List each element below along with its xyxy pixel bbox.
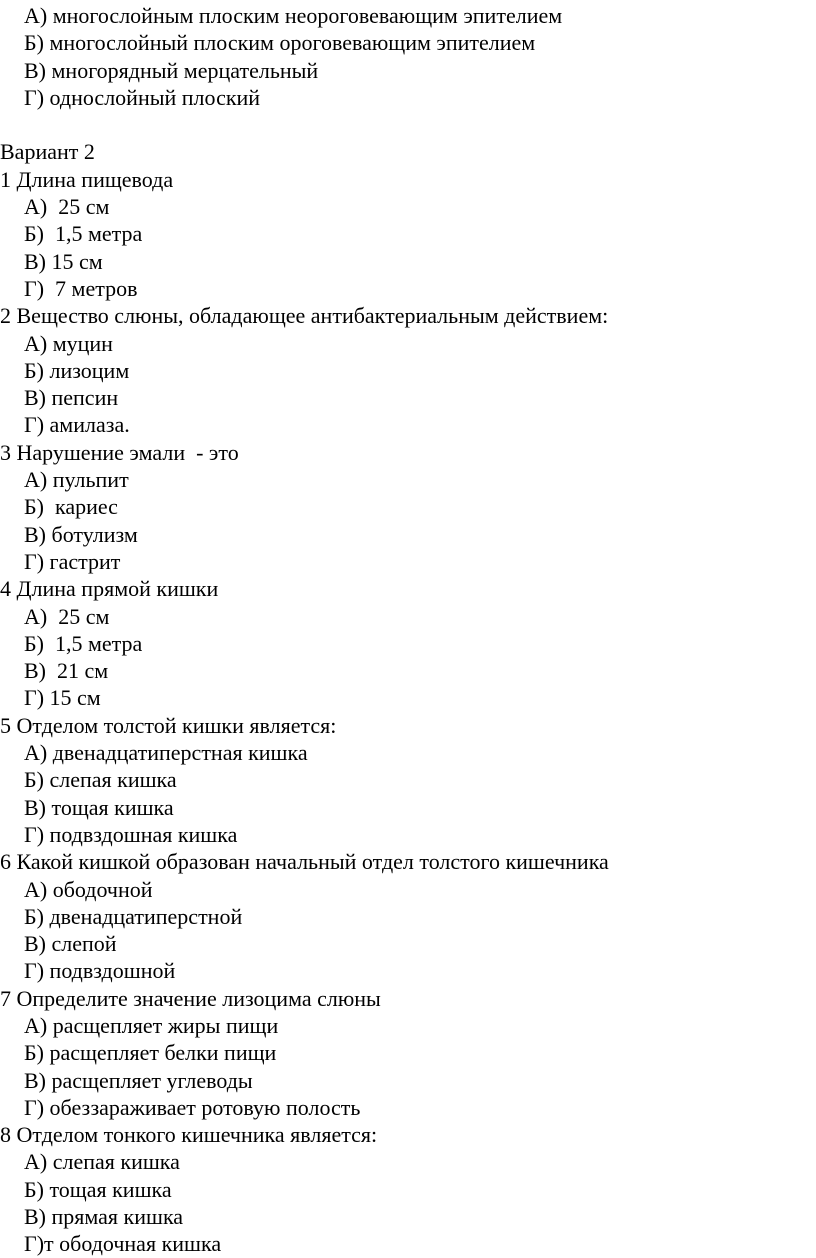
question-text: 4 Длина прямой кишки: [0, 576, 219, 602]
answer-option: Г) подвздошной: [24, 958, 176, 984]
question-1: [0, 166, 816, 302]
answer-option: В) пепсин: [24, 385, 119, 411]
question-6: [0, 848, 816, 984]
answer-option: В) расщепляет углеводы: [24, 1067, 253, 1093]
answer-option: А) ободочной: [24, 876, 153, 902]
answer-option: А) слепая кишка: [24, 1149, 180, 1175]
answer-option: В) 21 см: [24, 658, 109, 684]
answer-option: Г) гастрит: [24, 548, 121, 574]
question-text: 3 Нарушение эмали - это: [0, 439, 239, 465]
previous-question-options: [0, 2, 816, 111]
document-page: [0, 2, 816, 1258]
answer-option: А) многослойным плоским неороговевающим эпителием: [24, 3, 563, 28]
answer-option: Б) кариес: [24, 494, 118, 520]
answer-option: Б) тощая кишка: [24, 1176, 172, 1202]
answer-option: В) тощая кишка: [24, 794, 174, 820]
answer-option: Г) подвздошная кишка: [24, 821, 238, 847]
question-3: [0, 439, 816, 575]
answer-option: А) двенадцатиперстная кишка: [24, 740, 308, 766]
answer-option: В) ботулизм: [24, 521, 138, 547]
question-4: [0, 575, 816, 711]
variant-title: Вариант 2: [0, 139, 95, 165]
answer-option: Б) лизоцим: [24, 357, 130, 383]
answer-option: В) 15 см: [24, 248, 103, 274]
answer-option: Г) амилаза.: [24, 412, 130, 438]
answer-option: А) расщепляет жиры пищи: [24, 1012, 279, 1038]
question-text: 2 Вещество слюны, обладающее антибактериальным действием:: [0, 303, 609, 329]
answer-option: В) многорядный мерцательный: [24, 57, 319, 83]
answer-option: Г) 15 см: [24, 685, 101, 711]
question-text: 7 Определите значение лизоцима слюны: [0, 985, 381, 1011]
answer-option: А) 25 см: [24, 603, 110, 629]
question-text: 5 Отделом толстой кишки является:: [0, 712, 337, 738]
answer-option: Б) 1,5 метра: [24, 221, 143, 247]
question-text: 6 Какой кишкой образован начальный отдел толстого кишечника: [0, 849, 609, 875]
answer-option: Б) 1,5 метра: [24, 630, 143, 656]
answer-option: Г) 7 метров: [24, 275, 138, 301]
answer-option: А) муцин: [24, 330, 113, 356]
answer-option: Б) расщепляет белки пищи: [24, 1040, 277, 1066]
answer-option: Б) слепая кишка: [24, 767, 177, 793]
question-text: 8 Отделом тонкого кишечника является:: [0, 1122, 378, 1148]
answer-option: Г) обеззараживает ротовую полость: [24, 1094, 361, 1120]
blank-line: [0, 111, 816, 138]
answer-option: А) пульпит: [24, 467, 129, 493]
question-8: [0, 1121, 816, 1257]
question-text: 1 Длина пищевода: [0, 166, 174, 192]
answer-option: Б) многослойный плоским ороговевающим эпителием: [24, 30, 536, 56]
question-2: [0, 302, 816, 438]
answer-option: А) 25 см: [24, 194, 110, 220]
answer-option: Г) однослойный плоский: [24, 84, 261, 110]
question-7: [0, 985, 816, 1121]
answer-option: Б) двенадцатиперстной: [24, 903, 243, 929]
answer-option: Г)т ободочная кишка: [24, 1231, 222, 1257]
answer-option: В) слепой: [24, 931, 117, 957]
question-5: [0, 712, 816, 848]
answer-option: В) прямая кишка: [24, 1204, 184, 1230]
